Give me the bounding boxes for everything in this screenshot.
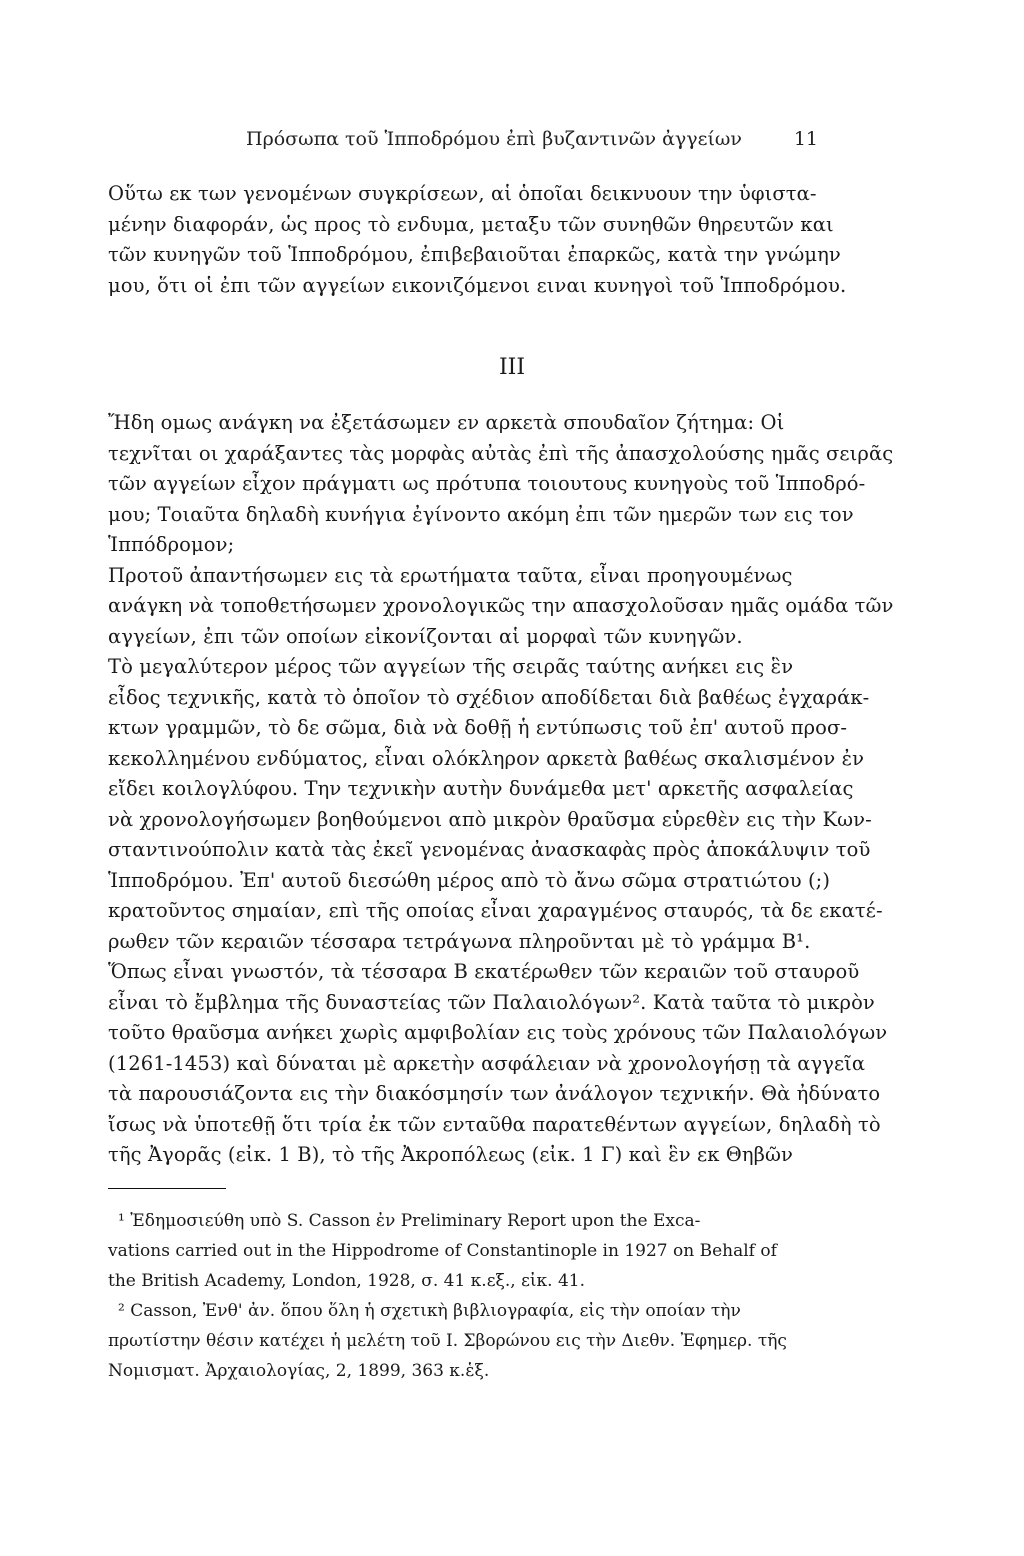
text-line: τοῦτο θραῦσμα ανήκει χωρὶς αμφιβολίαν εις τοὺς χρόνους τῶν Παλαιολόγων [108,1021,888,1044]
footnote-2: ² Casson, Ἐνθ' ἀν. ὅπου ὅλη ἡ σχετικὴ βιβλιογραφία, εἰς τὴν οποίαν τὴν [118,1301,741,1321]
text-line: μου, ὅτι οἱ ἐπι τῶν αγγείων εικονιζόμενοι ειναι κυνηγοὶ τοῦ Ἱπποδρόμου. [108,274,847,297]
section-numeral: III [498,355,526,380]
text-line: κεκολλημένου ενδύματος, εἶναι ολόκληρον αρκετὰ βαθέως σκαλισμένον ἐν [108,747,865,770]
footnote-line: vations carried out in the Hippodrome of Constantinople in 1927 on Behalf of [108,1241,777,1261]
text-line: Τὸ μεγαλύτερον μέρος τῶν αγγείων τῆς σειρᾶς ταύτης ανήκει εις ἓν [108,655,794,678]
text-line: κτων γραμμῶν, τὸ δε σῶμα, διὰ νὰ δοθῇ ἡ εντύπωσις τοῦ ἐπ' αυτοῦ προσ- [108,716,848,739]
text-line: εἶδος τεχνικῆς, κατὰ τὸ ὁποῖον τὸ σχέδιον αποδίδεται διὰ βαθέως ἐγχαράκ- [108,686,870,709]
text-line: τῶν κυνηγῶν τοῦ Ἱπποδρόμου, ἐπιβεβαιοῦται ἐπαρκῶς, κατὰ την γνώμην [108,243,841,266]
text-line: κρατοῦντος σημαίαν, επὶ τῆς οποίας εἶναι χαραγμένος σταυρός, τὰ δε εκατέ- [108,899,883,922]
text-line: μου; Τοιαῦτα δηλαδὴ κυνήγια ἐγίνοντο ακόμη ἐπι τῶν ημερῶν των εις τον [108,503,854,526]
text-line: τὰ παρουσιάζοντα εις τὴν διακόσμησίν των ἀνάλογον τεχνικήν. Θὰ ἠδύνατο [108,1082,881,1105]
text-line: Οὕτω εκ των γενομένων συγκρίσεων, αἱ ὁποῖαι δεικνυουν την ὑφιστα- [108,182,817,205]
text-line: Ἤδη ομως ανάγκη να ἐξετάσωμεν εν αρκετὰ σπουδαῖον ζήτημα: Οἱ [108,411,785,434]
page-header [246,128,818,150]
text-line: ανάγκη νὰ τοποθετήσωμεν χρονολογικῶς την απασχολοῦσαν ημᾶς ομάδα τῶν [108,594,894,617]
footnote-line: Νομισματ. Ἀρχαιολογίας, 2, 1899, 363 κ.ἑξ. [108,1361,490,1381]
text-line: εἶναι τὸ ἔμβλημα τῆς δυναστείας τῶν Παλαιολόγων². Κατὰ ταῦτα τὸ μικρὸν [108,991,875,1014]
text-line: Ἱππόδρομον; [108,533,235,556]
text-line: ρωθεν τῶν κεραιῶν τέσσαρα τετράγωνα πληροῦνται μὲ τὸ γράμμα Β¹. [108,930,811,953]
text-line: νὰ χρονολογήσωμεν βοηθούμενοι απὸ μικρὸν θραῦσμα εὑρεθὲν εις τὴν Κων- [108,808,872,831]
text-line: τῆς Ἀγορᾶς (εἰκ. 1 Β), τὸ τῆς Ἀκροπόλεως (εἰκ. 1 Γ) καὶ ἓν εκ Θηβῶν [108,1143,794,1166]
footnote-line: the British Academy, London, 1928, σ. 41 κ.εξ., εἰκ. 41. [108,1271,586,1291]
text-line: αγγείων, ἐπι τῶν οποίων εἰκονίζονται αἱ μορφαὶ τῶν κυνηγῶν. [108,625,743,648]
footnote-1: ¹ Ἐδημοσιεύθη υπὸ S. Casson ἐν Preliminary Report upon the Exca- [118,1211,701,1231]
text-line: (1261-1453) καὶ δύναται μὲ αρκετὴν ασφάλειαν νὰ χρονολογήσῃ τὰ αγγεῖα [108,1052,866,1075]
footnote-line: πρωτίστην θέσιν κατέχει ἡ μελέτη τοῦ Ι. Σβορώνου εις τὴν Διεθν. Ἐφημερ. τῆς [108,1331,787,1351]
text-line: Προτοῦ ἀπαντήσωμεν εις τὰ ερωτήματα ταῦτα, εἶναι προηγουμένως [108,564,793,587]
text-line: τῶν αγγείων εἶχον πράγματι ως πρότυπα τοιουτους κυνηγοὺς τοῦ Ἱπποδρό- [108,472,866,495]
footnote-separator [108,1188,226,1189]
text-line: εἴδει κοιλογλύφου. Την τεχνικὴν αυτὴν δυνάμεθα μετ' αρκετῆς ασφαλείας [108,777,854,800]
running-title: Πρόσωπα τοῦ Ἱπποδρόμου ἐπὶ βυζαντινῶν ἀγγείων [246,128,742,150]
text-line: μένην διαφοράν, ὡς προς τὸ ενδυμα, μεταξυ τῶν συνηθῶν θηρευτῶν και [108,213,834,236]
text-line: σταντινούπολιν κατὰ τὰς ἐκεῖ γενομένας ἀνασκαφὰς πρὸς ἀποκάλυψιν τοῦ [108,838,871,861]
text-line: τεχνῖται οι χαράξαντες τὰς μορφὰς αὐτὰς ἐπὶ τῆς ἀπασχολούσης ημᾶς σειρᾶς [108,442,894,465]
page-number: 11 [793,128,818,150]
text-line: Ἱπποδρόμου. Ἐπ' αυτοῦ διεσώθη μέρος απὸ τὸ ἄνω σῶμα στρατιώτου (;) [108,869,831,892]
text-line: Ὅπως εἶναι γνωστόν, τὰ τέσσαρα Β εκατέρωθεν τῶν κεραιῶν τοῦ σταυροῦ [108,960,860,983]
text-line: ἴσως νὰ ὑποτεθῇ ὅτι τρία ἐκ τῶν ενταῦθα παρατεθέντων αγγείων, δηλαδὴ τὸ [108,1113,881,1136]
